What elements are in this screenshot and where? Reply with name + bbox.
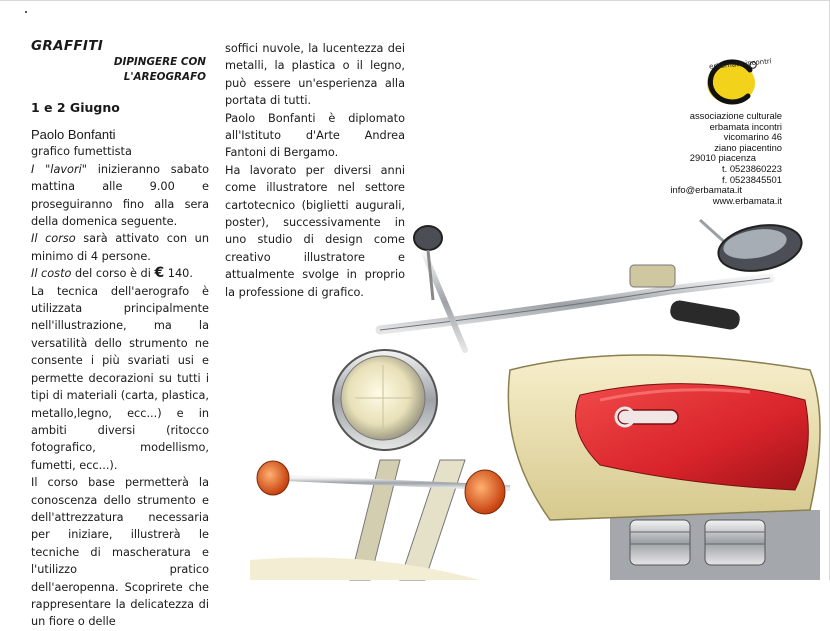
author-name: Paolo Bonfanti bbox=[31, 127, 116, 143]
course-dates: 1 e 2 Giugno bbox=[31, 100, 120, 115]
bio-paragraph-2: Ha lavorato per diversi anni come illustratore nel settore cartotecnico (biglietti augurali, poster), successivamente in uno studio di design come creativo illustratore e attualmente svolge in proprio la professione di grafico. bbox=[225, 163, 405, 299]
schedule-lead: I "lavori" bbox=[31, 162, 87, 176]
bio-paragraph-1: Paolo Bonfanti è diplomato all'Istituto d'Arte Andrea Fantoni di Bergamo. bbox=[225, 111, 405, 160]
cost-text: del corso è di bbox=[71, 267, 155, 281]
org-phone: t. 0523860223 bbox=[722, 162, 782, 174]
logo-lettering: erbamata incontri bbox=[708, 57, 773, 71]
description-paragraph-1: La tecnica dell'aerografo è utilizzata principalmente nell'illustrazione, ma la versatilità dello strumento ne consente i più svariati usi e permette decorazioni su tutti i tipi di materiali (carta, plastica, metallo,legno, ecc...) e in ambiti diversi (ritocco fotografico, modellismo, fumetti, ecc...). bbox=[31, 284, 209, 472]
org-postal-city: 29010 piacenza bbox=[689, 152, 756, 164]
left-column bbox=[31, 38, 209, 631]
motorcycle-illustration bbox=[250, 220, 830, 580]
enrollment-lead: Il corso bbox=[31, 232, 76, 246]
org-email: info@erbamata.it bbox=[670, 184, 742, 196]
mirrors bbox=[414, 219, 805, 300]
description-continuation: soffici nuvole, la lucentezza dei metalli, la plastica o il legno, può essere un'esperienza alla portata di tutti. bbox=[225, 42, 405, 108]
euro-symbol: € bbox=[154, 265, 165, 282]
org-website: www.erbamata.it bbox=[712, 194, 782, 206]
headlight bbox=[333, 350, 437, 450]
org-town: ziano piacentino bbox=[714, 141, 782, 153]
enrollment-text: sarà attivato con un minimo di 4 persone. bbox=[31, 232, 209, 263]
cost-lead: Il costo bbox=[31, 267, 72, 281]
org-fax: f. 0523845501 bbox=[722, 173, 782, 185]
fuel-tank bbox=[508, 355, 820, 520]
schedule-text: inizieranno sabato mattina alle 9.00 e proseguiranno fino alla sera della domenica seguente. bbox=[31, 162, 209, 229]
engine-block bbox=[610, 510, 820, 580]
corner-mark bbox=[25, 11, 27, 13]
course-subtitle: DIPINGERE CON L'AREOGRAFO bbox=[113, 56, 206, 83]
description-paragraph-2: Il corso base permetterà la conoscenza dello strumento e dell'attrezzatura necessaria per iniziare, illustrerà le tecniche di mascheratura e l'utilizzo pratico dell'aeropenna. Scoprirete che rappresentare la delicatezza di un fiore o delle bbox=[31, 476, 209, 629]
cost-paragraph bbox=[31, 265, 209, 282]
author-role: grafico fumettista bbox=[31, 145, 132, 159]
enrollment-paragraph bbox=[31, 230, 209, 265]
org-street: vicomarino 46 bbox=[723, 131, 782, 143]
schedule-paragraph bbox=[31, 161, 209, 231]
org-type: associazione culturale bbox=[689, 110, 782, 121]
course-title: GRAFFITI bbox=[31, 38, 104, 54]
org-name: erbamata incontri bbox=[709, 120, 782, 132]
page-border-top bbox=[0, 0, 830, 1]
cost-amount: 140. bbox=[164, 267, 193, 281]
organization-address bbox=[642, 111, 782, 206]
